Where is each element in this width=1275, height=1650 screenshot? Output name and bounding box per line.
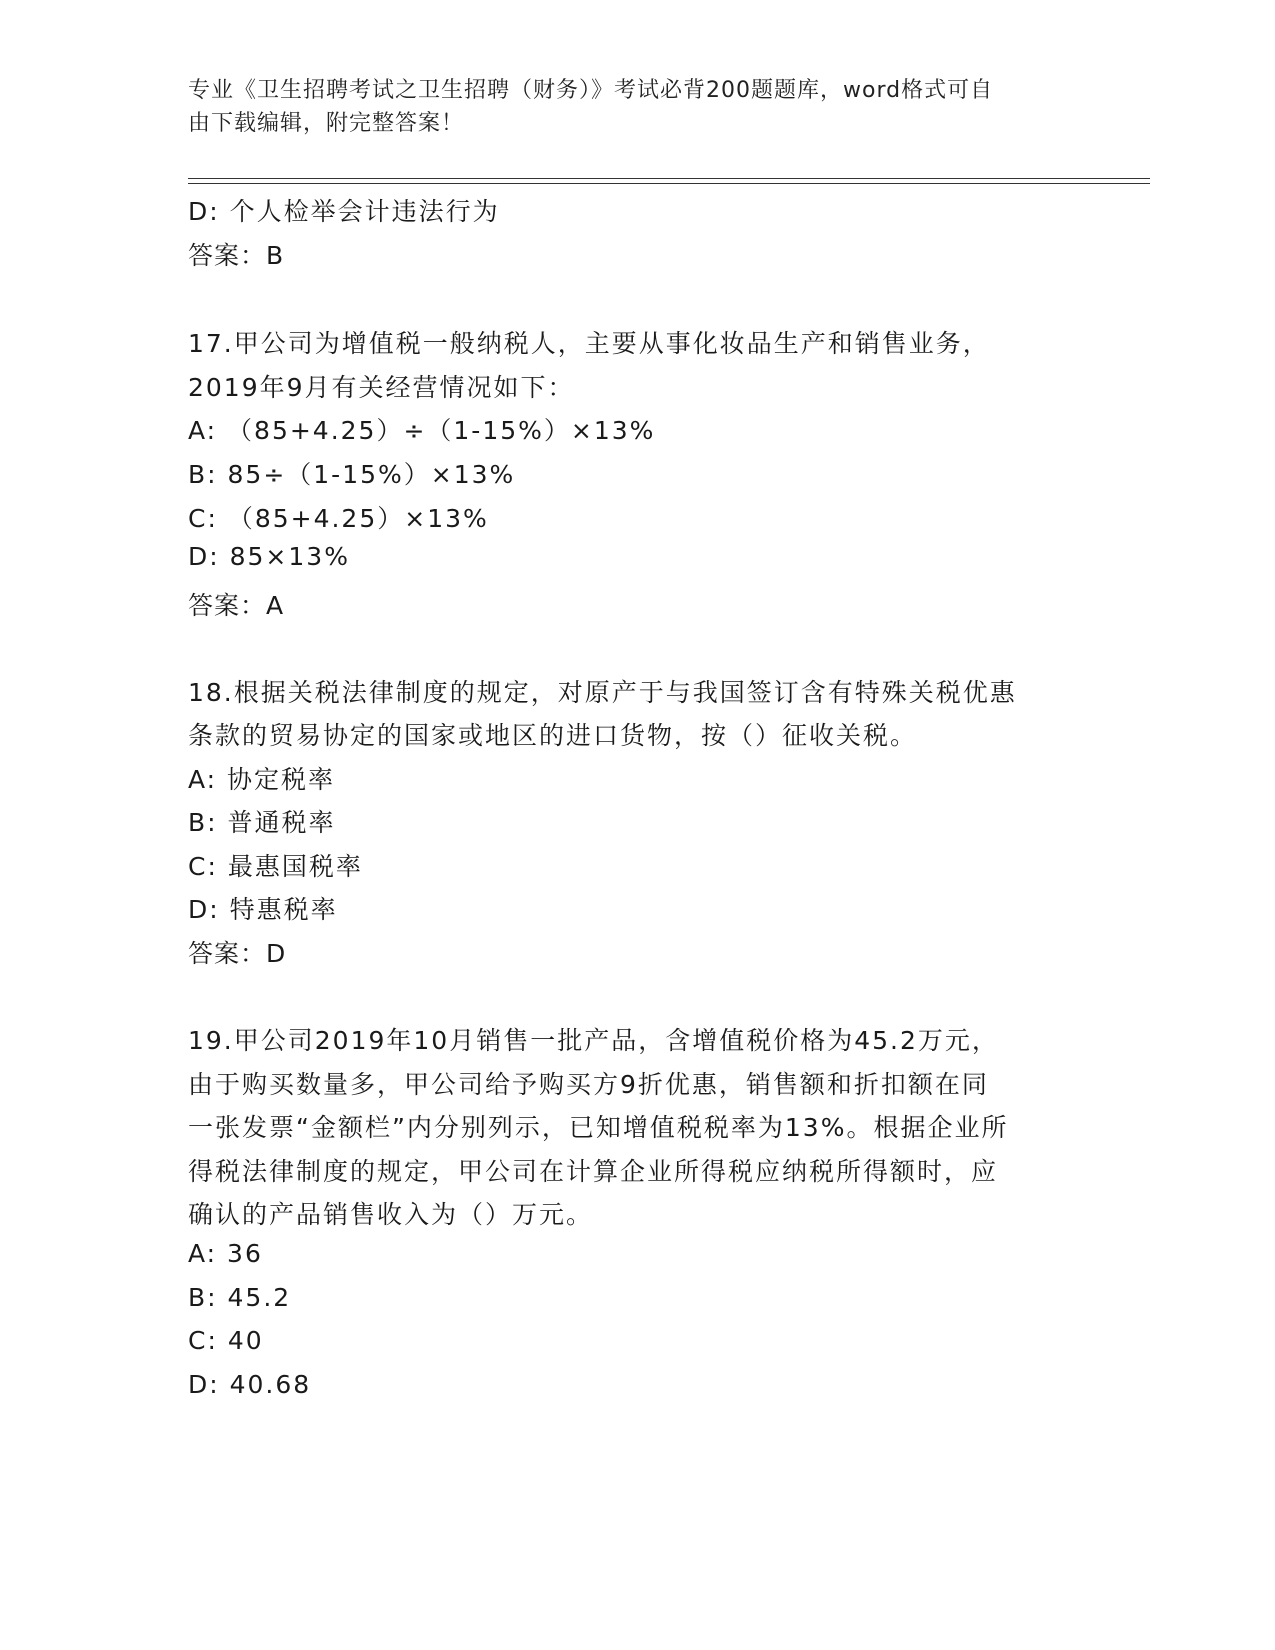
q17-option-c: C: （85+4.25）×13% [188, 504, 489, 533]
q18-stem-line-2: 条款的贸易协定的国家或地区的进口货物，按（）征收关税。 [188, 721, 918, 750]
header-divider-bottom [188, 183, 1150, 184]
q18-option-a: A: 协定税率 [188, 765, 336, 794]
q17-stem-line-2: 2019年9月有关经营情况如下： [188, 373, 575, 402]
q17-answer: 答案：A [188, 591, 285, 620]
q18-option-d: D: 特惠税率 [188, 895, 338, 924]
header-line-1: 专业《卫生招聘考试之卫生招聘（财务）》考试必背200题题库，word格式可自 [188, 78, 994, 103]
header-line-2: 由下载编辑，附完整答案！ [188, 111, 465, 136]
q18-option-c: C: 最惠国税率 [188, 852, 363, 881]
q18-stem-line-1: 18.根据关税法律制度的规定，对原产于与我国签订含有特殊关税优惠 [188, 678, 1017, 707]
header-divider-top [188, 178, 1150, 179]
q19-stem-line-1: 19.甲公司2019年10月销售一批产品，含增值税价格为45.2万元， [188, 1026, 999, 1055]
q17-option-b: B: 85÷（1-15%）×13% [188, 460, 516, 489]
q19-stem-line-2: 由于购买数量多，甲公司给予购买方9折优惠，销售额和折扣额在同 [188, 1070, 989, 1099]
q19-stem-line-5: 确认的产品销售收入为（）万元。 [188, 1200, 594, 1229]
q19-option-b: B: 45.2 [188, 1283, 292, 1312]
document-header [188, 74, 1088, 140]
q17-option-d: D: 85×13% [188, 542, 350, 571]
q19-option-d: D: 40.68 [188, 1370, 312, 1399]
q16-answer: 答案：B [188, 241, 285, 270]
q17-option-a: A: （85+4.25）÷（1-15%）×13% [188, 416, 656, 445]
q19-option-c: C: 40 [188, 1326, 264, 1355]
q18-answer: 答案：D [188, 939, 287, 968]
q19-stem-line-3: 一张发票“金额栏”内分别列示，已知增值税税率为13%。根据企业所 [188, 1113, 1009, 1142]
q17-stem-line-1: 17.甲公司为增值税一般纳税人，主要从事化妆品生产和销售业务， [188, 329, 990, 358]
q18-option-b: B: 普通税率 [188, 808, 336, 837]
q16-option-d: D: 个人检举会计违法行为 [188, 197, 500, 226]
q19-stem-line-4: 得税法律制度的规定，甲公司在计算企业所得税应纳税所得额时，应 [188, 1157, 999, 1186]
q19-option-a: A: 36 [188, 1239, 263, 1268]
